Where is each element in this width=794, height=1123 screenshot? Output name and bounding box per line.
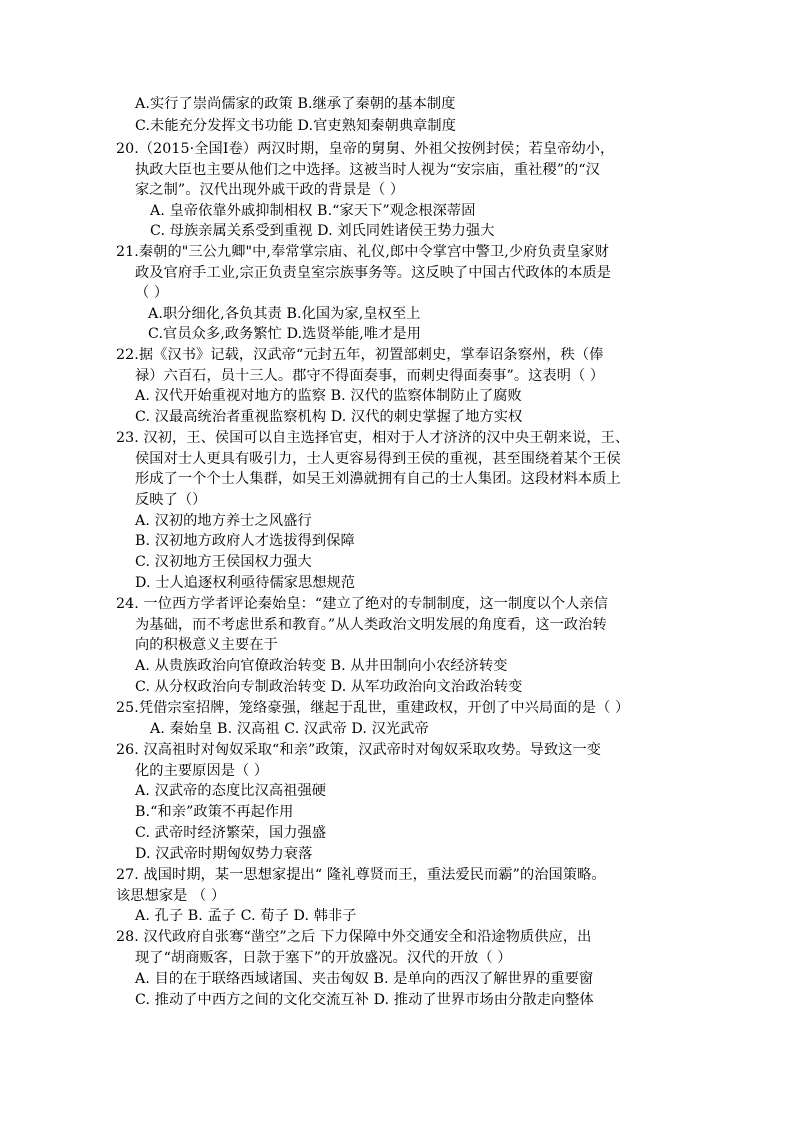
q27-stem-line-1: 27. 战国时期，某一思想家提出“ 隆礼尊贤而王，重法爱民而霸”的治国策略。 (116, 867, 606, 883)
q24-options-cd: C. 从分权政治向专制政治转变 D. 从军功政治向文治政治转变 (135, 679, 523, 695)
q20-options-cd: C. 母族亲属关系受到重视 D. 刘氏同姓诸侯王势力强大 (150, 223, 495, 239)
q21-stem-line-1: 21.秦朝的"三公九卿"中,奉常掌宗庙、礼仪,郎中令掌宫中警卫,少府负责皇家财 (116, 244, 609, 260)
q26-option-b: B.“和亲”政策不再起作用 (135, 804, 294, 820)
q23-option-c: C. 汉初地方王侯国权力强大 (135, 554, 312, 570)
q26-option-a: A. 汉武帝的态度比汉高祖强硬 (135, 783, 327, 799)
q26-option-c: C. 武帝时经济繁荣，国力强盛 (135, 825, 327, 841)
q27-options: A. 孔子 B. 孟子 C. 荀子 D. 韩非子 (135, 908, 357, 924)
q26-stem-line-1: 26. 汉高祖时对匈奴采取“和亲”政策，汉武帝时对匈奴采取攻势。导致这一变 (116, 742, 602, 758)
q22-stem-line-1: 22.据《汉书》记载，汉武帝“元封五年，初置部刺史，掌奉诏条察州，秩（俸 (116, 347, 604, 363)
q22-stem-line-2: 禄）六百石，员十三人。郡守不得面奏事，而刺史得面奏事”。这表明（ ） (135, 368, 605, 384)
q27-stem-line-2: 该思想家是 （ ） (116, 888, 226, 904)
q23-stem-line-3: 形成了一个个士人集群，如吴王刘濞就拥有自己的士人集团。这段材料本质上 (135, 471, 621, 487)
q24-stem-line-3: 向的积极意义主要在于 (135, 637, 278, 653)
q21-options-cd: C.官员众多,政务繁忙 D.选贤举能,唯才是用 (148, 326, 422, 342)
q26-option-d: D. 汉武帝时期匈奴势力衰落 (135, 846, 313, 862)
q24-options-ab: A. 从贵族政治向官僚政治转变 B. 从井田制向小农经济转变 (135, 658, 508, 674)
q22-options-cd: C. 汉最高统治者重视监察机构 D. 汉代的刺史掌握了地方实权 (135, 409, 523, 425)
q23-stem-line-2: 侯国对士人更具有吸引力，士人更容易得到王侯的重视，甚至围绕着某个王侯 (135, 451, 621, 467)
q25-options: A. 秦始皇 B. 汉高祖 C. 汉武帝 D. 汉光武帝 (150, 721, 429, 737)
q25-stem: 25.凭借宗室招牌，笼络豪强，继起于乱世，重建政权，开创了中兴局面的是（ ） (116, 700, 630, 716)
q20-stem-line-1: 20.（2015·全国Ⅰ卷）两汉时期，皇帝的舅舅、外祖父按例封侯；若皇帝幼小， (116, 141, 615, 157)
q21-options-ab: A.职分细化,各负其责 B.化国为家,皇权至上 (148, 306, 421, 322)
q23-option-d: D. 士人追逐权利亟待儒家思想规范 (135, 575, 356, 591)
q19-options-cd: C.未能充分发挥文书功能 D.官吏熟知秦朝典章制度 (135, 118, 456, 134)
q24-stem-line-1: 24. 一位西方学者评论秦始皇：“建立了绝对的专制制度，这一制度以个人亲信 (116, 596, 609, 612)
q28-options-cd: C. 推动了中西方之间的文化交流互补 D. 推动了世界市场由分散走向整体 (135, 992, 594, 1008)
q24-stem-line-2: 为基础，而不考虑世系和教育。”从人类政治文明发展的角度看，这一政治转 (135, 617, 607, 633)
q20-options-ab: A. 皇帝依靠外戚抑制相权 B.“家天下”观念根深蒂固 (150, 203, 476, 219)
q26-stem-line-2: 化的主要原因是（ ） (135, 763, 269, 779)
q23-stem-line-4: 反映了（） (135, 492, 207, 508)
q28-stem-line-1: 28. 汉代政府自张骞“凿空”之后 下力保障中外交通安全和沿途物质供应，出 (116, 929, 592, 945)
q20-stem-line-3: 家之制”。汉代出现外戚干政的背景是（ ） (135, 182, 405, 198)
q23-stem-line-1: 23. 汉初，王、侯国可以自主选择官吏，相对于人才济济的汉中央王朝来说，王、 (116, 430, 630, 446)
q21-stem-line-3: （ ） (135, 285, 169, 301)
q28-options-ab: A. 目的在于联络西域诸国、夹击匈奴 B. 是单向的西汉了解世界的重要窗 (135, 971, 594, 987)
q21-stem-line-2: 政及官府手工业,宗正负责皇室宗族事务等。这反映了中国古代政体的本质是 (135, 265, 612, 281)
q19-options-ab: A.实行了崇尚儒家的政策 B.继承了秦朝的基本制度 (135, 96, 456, 112)
q28-stem-line-2: 现了“胡商贩客，日款于塞下”的开放盛况。汉代的开放（ ） (135, 950, 512, 966)
q23-option-a: A. 汉初的地方养士之风盛行 (135, 513, 312, 529)
q22-options-ab: A. 汉代开始重视对地方的监察 B. 汉代的监察体制防止了腐败 (135, 388, 522, 404)
q20-stem-line-2: 执政大臣也主要从他们之中选择。这被当时人视为“安宗庙，重社稷”的“汉 (135, 162, 600, 178)
q23-option-b: B. 汉初地方政府人才选拔得到保障 (135, 533, 355, 549)
